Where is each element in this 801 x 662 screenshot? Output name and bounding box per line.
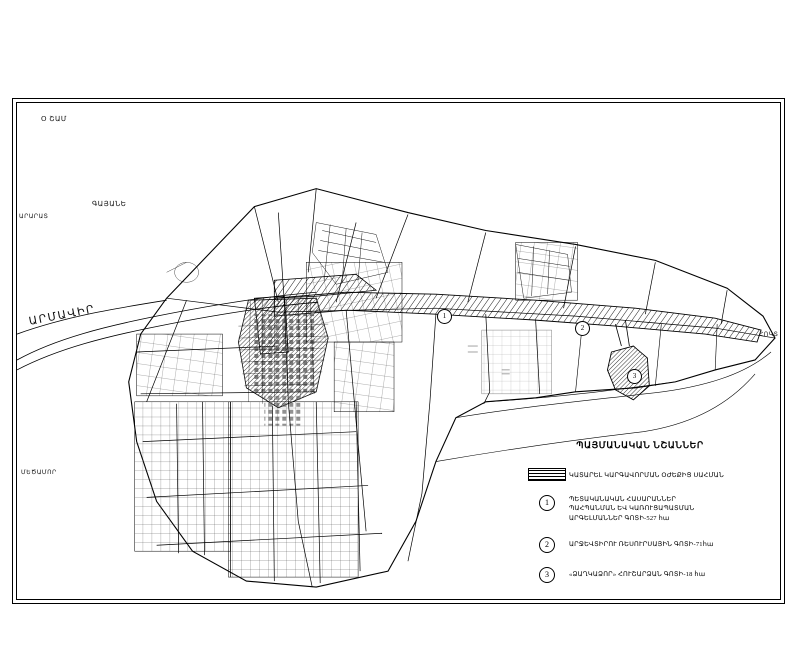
hatch-swatch-icon (528, 468, 566, 481)
legend-circle-1-symbol (525, 494, 569, 511)
map-frame (12, 98, 785, 604)
legend-hatch-symbol (525, 467, 569, 481)
map-marker-3[interactable]: 3 (627, 369, 642, 384)
circle-1-icon: 1 (539, 495, 555, 511)
legend-circle-3-symbol (525, 566, 569, 583)
legend-item-2 (525, 536, 755, 553)
legend-1-text (569, 494, 694, 523)
legend-item-3 (525, 566, 755, 583)
legend-item-boundary (525, 467, 755, 481)
map-label-gayane: ԳԱՅԱՆԵ (92, 200, 127, 208)
map-label-ararat: ԱՐԱՐԱՏ (19, 214, 49, 220)
legend-title: ՊԱՅՄԱՆԱԿԱՆ ՆՇԱՆՆԵՐ (576, 440, 704, 450)
legend-circle-2-symbol (525, 536, 569, 553)
circle-2-icon: 2 (539, 537, 555, 553)
legend-boundary-text: ԿԱՏԱՐԵԼ ԿԱՐԳԱՎՈՐՄԱՆ ՕԺԵՔԻՑ ՍԱՀՄԱՆ (569, 472, 724, 479)
map-marker-2[interactable]: 2 (575, 321, 590, 336)
legend-3-text: «ՁԱՂԿԱՁՈՐ» ՀՈՒՇԱՐՁԱՆ ԳՈՏԻ-18 հա (569, 571, 706, 579)
legend-2-text: ԱՐՋԵՎՏԻՐՈՒ ՌԵՍՈՒՐՍԱՅԻՆ ԳՈՏԻ-71հա (569, 541, 714, 549)
legend-1-line-2: ՊԱՀՊԱՆՄԱՆ ԵՎ ԿԱՌՈՒՑԱՊԱՏՄԱՆ (569, 505, 695, 513)
map-label-armavir: ԱՐՄԱՎԻՐ (27, 303, 97, 328)
map-canvas (16, 102, 781, 600)
legend-1-line-3: ԱՐԳԵԼՄԱՆՆԵՐ ԳՈՏԻ-527 հա (569, 514, 670, 522)
legend (525, 440, 755, 596)
circle-3-icon: 3 (539, 567, 555, 583)
map-label-hokt: ՀՈԿՏ (759, 332, 779, 338)
map-label-o-sham: Օ ՇԱՄ (41, 115, 67, 123)
legend-1-line-1: ՊԵՏԱԿԱՆԱԿԱՆ ՀԱՍԱՐԱՆՆԵՐ (569, 496, 677, 503)
map-marker-1[interactable]: 1 (437, 309, 452, 324)
legend-item-1 (525, 494, 755, 523)
map-label-metsamor: ՄԵԾԱՄՈՐ (21, 470, 57, 476)
